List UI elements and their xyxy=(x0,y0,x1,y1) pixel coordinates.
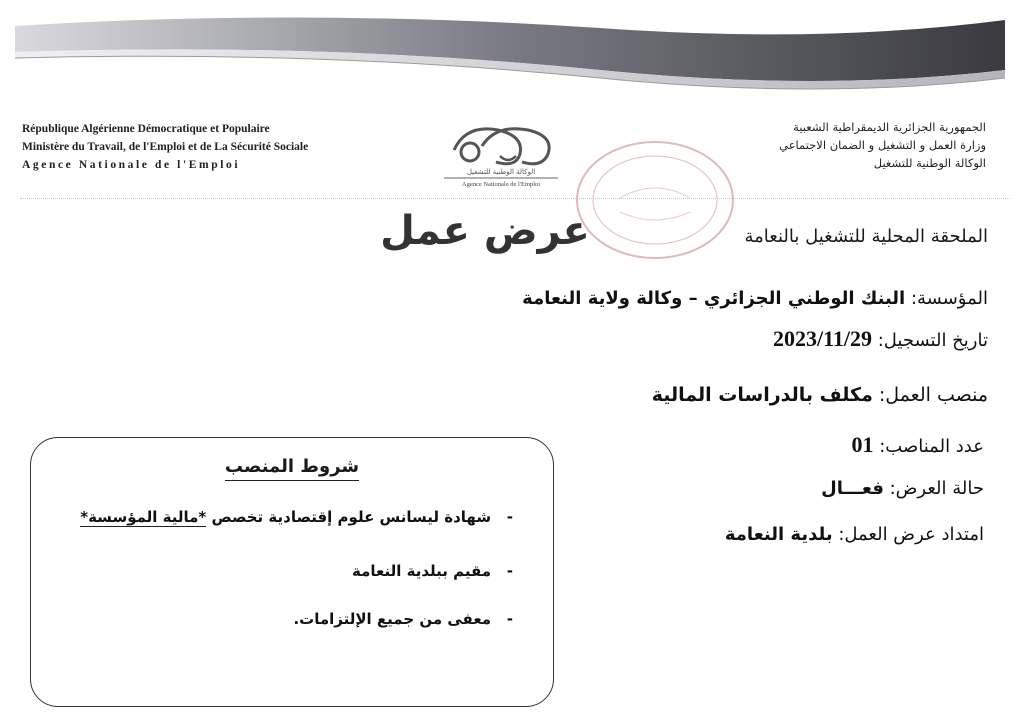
condition-text: مقيم ببلدية النعامة xyxy=(352,562,492,580)
condition-bullet: - xyxy=(506,562,513,580)
field-date-label: تاريخ التسجيل: xyxy=(877,330,988,351)
header-ar-line2: وزارة العمل و التشغيل و الضمان الاجتماعي xyxy=(779,138,986,152)
condition-text: معفى من جميع الإلتزامات. xyxy=(293,610,492,628)
logo-caption-ar: الوكالة الوطنية للتشغيل xyxy=(466,168,536,176)
field-status xyxy=(821,478,984,499)
field-position xyxy=(652,384,988,406)
agency-name: الملحقة المحلية للتشغيل بالنعامة xyxy=(744,226,988,247)
field-scope-value: بلدية النعامة xyxy=(724,524,833,545)
field-institution xyxy=(522,288,988,309)
header-ar-line1: الجمهورية الجزائرية الديمقراطية الشعبية xyxy=(793,120,986,134)
header-fr-line2: Ministère du Travail, de l'Emploi et de La Sécurité Sociale xyxy=(22,141,309,153)
conditions-title: شروط المنصب xyxy=(31,456,553,477)
header-fr-line3: Agence Nationale de l'Emploi xyxy=(22,159,241,171)
field-date xyxy=(773,326,988,352)
condition-text: شهادة ليسانس علوم إقتصادية تخصص xyxy=(206,508,492,526)
logo-caption-fr: Agence Nationale de l'Emploi xyxy=(461,181,541,188)
condition-bullet: - xyxy=(506,508,513,526)
field-date-value: 2023/11/29 xyxy=(772,326,872,351)
field-count xyxy=(852,432,985,458)
field-position-value: مكلف بالدراسات المالية xyxy=(651,384,873,406)
field-count-value: 01 xyxy=(851,432,874,457)
header-fr-line1: République Algérienne Démocratique et Populaire xyxy=(22,123,270,135)
field-position-label: منصب العمل: xyxy=(878,384,988,406)
header-french xyxy=(22,120,432,174)
document-title: عرض عمل xyxy=(380,208,590,254)
field-institution-label: المؤسسة: xyxy=(910,288,988,309)
field-status-label: حالة العرض: xyxy=(889,478,984,499)
header-banner xyxy=(0,0,1024,110)
condition-item xyxy=(80,508,513,526)
header-ar-line3: الوكالة الوطنية للتشغيل xyxy=(873,156,986,170)
condition-item xyxy=(352,562,513,580)
condition-bullet: - xyxy=(506,610,513,628)
field-scope xyxy=(725,524,984,545)
field-status-value: فعـــال xyxy=(821,478,884,499)
field-count-label: عدد المناصب: xyxy=(879,436,984,457)
conditions-box xyxy=(30,437,554,707)
header-divider xyxy=(20,198,1010,199)
field-institution-value: البنك الوطني الجزائري – وكالة ولاية النعامة xyxy=(522,288,906,309)
condition-highlight: *مالية المؤسسة* xyxy=(80,508,207,526)
field-scope-label: امتداد عرض العمل: xyxy=(838,524,984,545)
condition-item xyxy=(293,610,513,628)
